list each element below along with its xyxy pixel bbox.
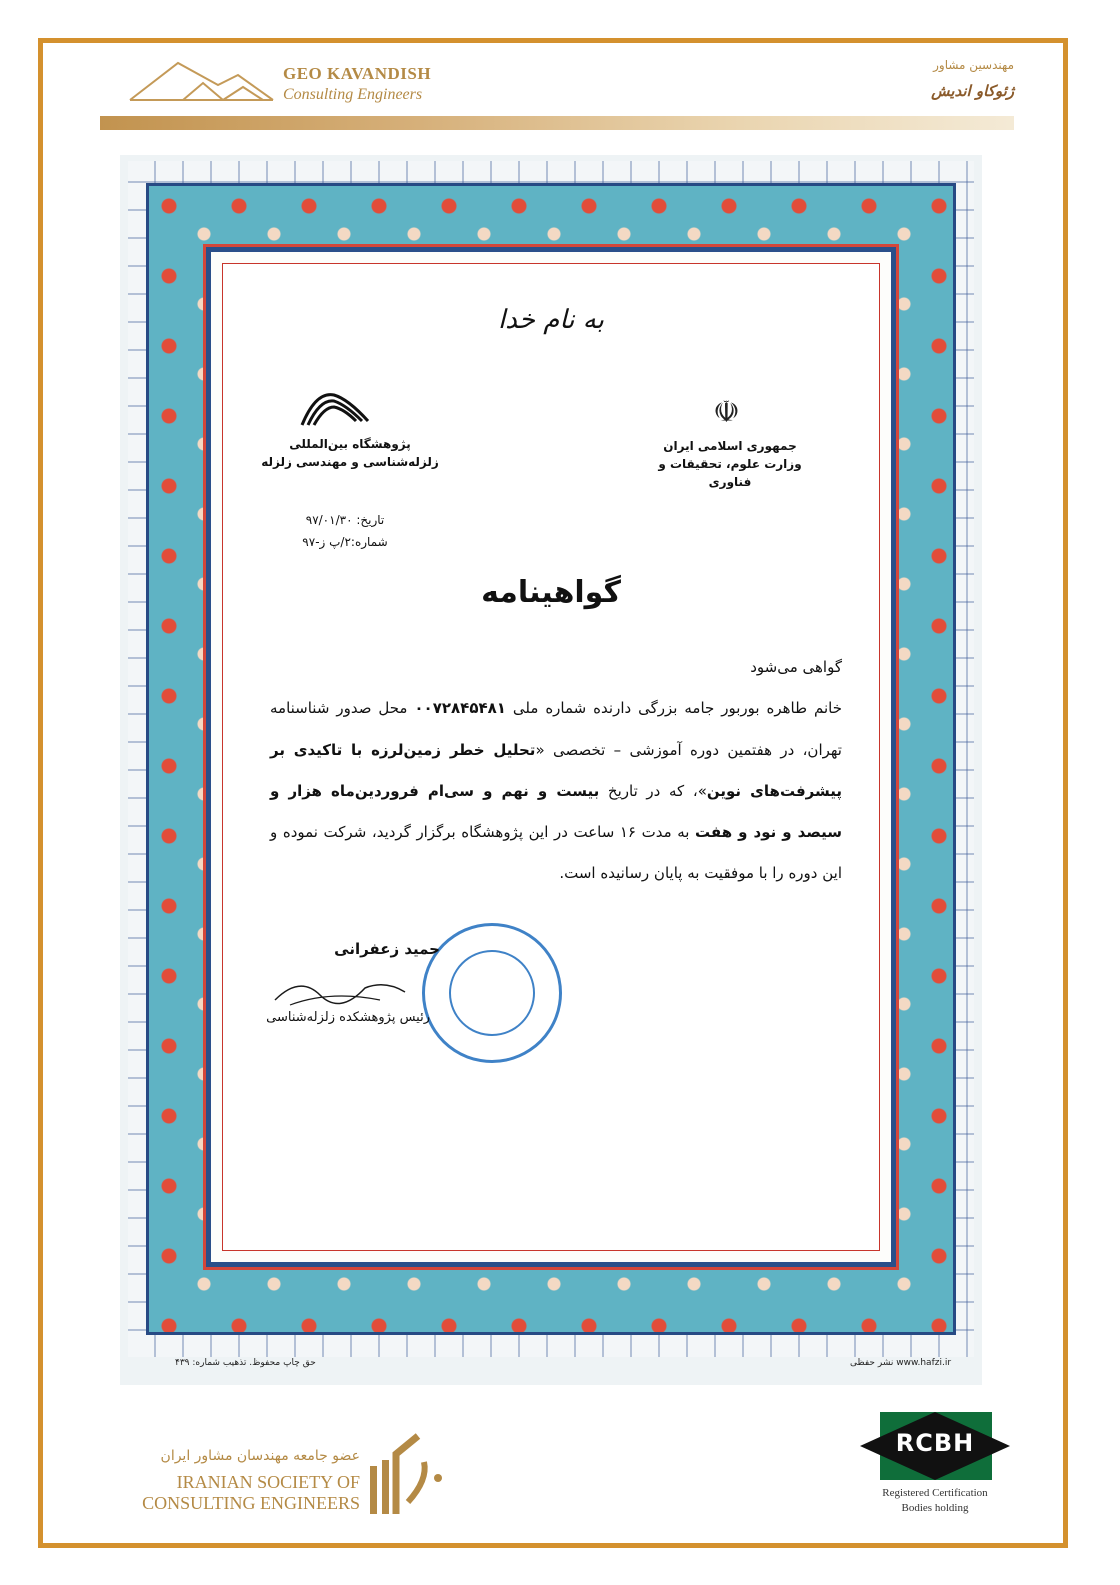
brand-en [283,64,431,104]
signer-title: رئیس پژوهشکده زلزله‌شناسی [266,1010,430,1025]
certificate-body [270,647,842,895]
brand-en-subtitle: Consulting Engineers [283,86,423,103]
institute-logo-icon [298,387,370,427]
certificate-number: شماره:۲/پ ز-۹۷ [302,534,388,549]
isce-en-label [120,1472,360,1513]
ministry-name [640,437,820,491]
isce-en-line-1: IRANIAN SOCIETY OF [176,1472,360,1492]
brand-fa-title: ژئوکاو اندیش [931,82,1014,100]
rcbh-caption [840,1486,1030,1517]
geo-kavandish-logo-icon [128,55,278,105]
brand-fa-subtitle: مهندسین مشاور [933,58,1014,72]
body-part-4: به مدت ۱۶ ساعت در این پژوهشگاه برگزار گردید، شرکت نموده و این دوره را با موفقیت به پایان رسانیده است. [270,823,842,883]
copyright-note: حق چاپ محفوظ. تذهیب شماره: ۴۳۹ [175,1358,316,1368]
course-title: تحلیل خطر زمین‌لرزه با تاکیدی بر پیشرفت‌های نوین [270,740,843,800]
brand-fa [931,58,1014,100]
publisher-note: www.hafzi.ir نشر حفظی [850,1358,952,1368]
ministry-line-2: وزارت علوم، تحقیقات و فناوری [658,457,802,489]
rcbh-logo-text: RCBH [895,1429,975,1457]
rcbh-caption-line-1: Registered Certification [882,1487,988,1499]
rcbh-caption-line-2: Bodies holding [901,1502,969,1515]
isce-logo-icon [368,1432,446,1518]
bismillah: به نام خدا [498,305,604,335]
isce-en-line-2: CONSULTING ENGINEERS [142,1492,360,1513]
certificate-scan [120,155,982,1385]
certificate-title: گواهینامه [481,575,621,610]
certificate-date: تاریخ: ۹۷/۰۱/۳۰ [305,513,385,527]
date-number-block [290,510,400,553]
header-divider [100,116,1014,130]
body-part-3: »، که در تاریخ [599,781,707,800]
brand-en-title: GEO KAVANDISH [283,64,432,83]
iran-emblem-icon: ☫ [713,395,740,430]
national-id: ۰۰۷۲۸۴۵۴۸۱ [414,699,506,718]
institute-name: پژوهشگاه بین‌المللی زلزله‌شناسی و مهندسی زلزله [261,437,439,469]
signature-icon [270,970,410,1010]
signer-name: حمید زعفرانی [334,940,440,958]
body-part-2: محل صدور شناسنامه تهران، در هفتمین دوره آموزشی – تخصصی « [270,699,842,759]
isce-fa-label: عضو جامعه مهندسان مشاور ایران [160,1448,360,1464]
certificate-opening: گواهی می‌شود [750,658,842,676]
ministry-line-1: جمهوری اسلامی ایران [663,439,797,453]
course-date: بیست و نهم و سی‌ام فروردین‌ماه هزار و سیصد و نود و هفت [270,781,842,841]
body-part-1: خانم طاهره بوربور جامه بزرگی دارنده شماره ملی [505,699,842,718]
stamp-inner-ring [441,942,543,1044]
